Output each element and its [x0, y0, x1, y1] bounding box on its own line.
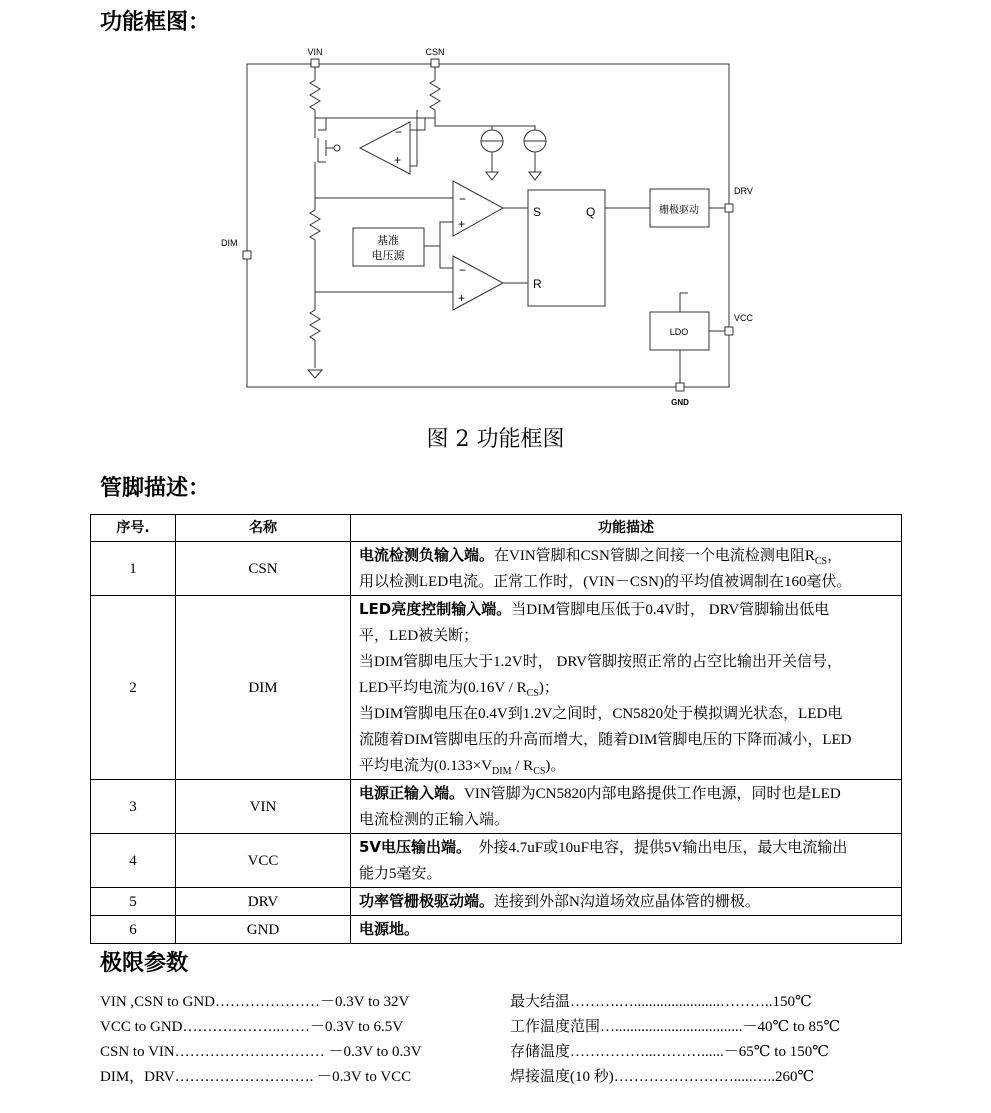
- pin-number: 2: [91, 596, 176, 780]
- pin-name: GND: [176, 916, 351, 944]
- pin-name: DRV: [176, 888, 351, 916]
- pin-table: [90, 514, 902, 944]
- pin-number: 5: [91, 888, 176, 916]
- column-header-function: 功能描述: [351, 515, 902, 542]
- comp2-plus-sign: +: [458, 291, 466, 305]
- pin-description: LED亮度控制输入端。当DIM管脚电压低于0.4V时， DRV管脚输出低电 平，LED被关断； 当DIM管脚电压大于1.2V时， DRV管脚按照正常的占空比输出开关信号， LED平均电流为$(0.16V / R_{CS})$； 当DIM管脚电压在0.4V到1.2V之间时，CN5820处于模拟调光状态，LED电 流随着DIM管脚电压的升高而增大，随着DIM管脚电压的下降而减小，LED 平均电流为$(0.133\times V_{DIM} / R_{CS})$。: [351, 596, 902, 780]
- pin-label-csn: CSN: [425, 48, 445, 57]
- latch-s-label: S: [533, 205, 542, 219]
- column-header-number: 序号.: [91, 515, 176, 542]
- gate-driver-label: 栅极驱动: [659, 205, 699, 216]
- latch-r-label: R: [533, 277, 542, 291]
- pin-name: CSN: [176, 542, 351, 596]
- pin-description: 电源正输入端。VIN管脚为CN5820内部电路提供工作电源，同时也是LED 电流检测的正输入端。: [351, 780, 902, 834]
- vcc-pin-pad: [725, 327, 733, 335]
- amp-minus-sign: −: [395, 125, 403, 139]
- pin-label-vcc: VCC: [734, 313, 754, 323]
- table-row: [91, 596, 902, 780]
- vin-resistor: [310, 67, 320, 118]
- divider-resistor-bottom: [310, 292, 320, 368]
- pin-label-drv: DRV: [734, 186, 753, 196]
- limit-item: VIN ,CSN to GND…………………－0.3V to 32V: [100, 994, 410, 1010]
- table-row: [91, 834, 902, 888]
- table-header-row: [91, 515, 902, 542]
- gnd-pin-pad: [676, 383, 684, 391]
- comp2-minus-sign: −: [459, 263, 467, 277]
- pin-description: 5V电压输出端。 外接4.7uF或10uF电容，提供5V输出电压，最大电流输出 能力5毫安。: [351, 834, 902, 888]
- dim-pin-pad: [243, 251, 251, 259]
- table-row: [91, 542, 902, 596]
- section-heading-limits: 极限参数: [100, 951, 189, 976]
- vin-pin-pad: [311, 59, 319, 67]
- latch-q-label: Q: [586, 205, 596, 219]
- pin-number: 4: [91, 834, 176, 888]
- amp-plus-sign: +: [394, 153, 402, 167]
- pin-number: 3: [91, 780, 176, 834]
- pin-name: VIN: [176, 780, 351, 834]
- limit-item: CSN to VIN………………………… －0.3V to 0.3V: [100, 1044, 422, 1060]
- table-row: [91, 780, 902, 834]
- limit-item: 最大结温……….….......................………..150℃: [510, 994, 812, 1010]
- section-heading-pins: 管脚描述：: [100, 476, 211, 501]
- csn-resistor: [430, 67, 440, 118]
- column-header-name: 名称: [176, 515, 351, 542]
- pin-number: 1: [91, 542, 176, 596]
- pass-transistor: [315, 130, 338, 200]
- csn-pin-pad: [431, 59, 439, 67]
- pin-label-gnd: GND: [671, 398, 689, 407]
- section-heading-block-diagram: 功能框图：: [100, 10, 211, 35]
- divider-resistor-top: [310, 200, 320, 292]
- pin-number: 6: [91, 916, 176, 944]
- comp1-plus-sign: +: [458, 217, 466, 231]
- limit-item: 工作温度范围…..................................－40℃ to 85℃: [510, 1019, 841, 1035]
- ldo-label: LDO: [669, 327, 689, 337]
- table-row: [91, 916, 902, 944]
- comp1-minus-sign: −: [459, 192, 467, 206]
- limit-item: VCC to GND………………..……－0.3V to 6.5V: [100, 1019, 404, 1035]
- limit-item: 存储温度……………...………......－65℃ to 150℃: [510, 1044, 829, 1060]
- pin-description: 电源地。: [351, 916, 902, 944]
- pin-label-vin: VIN: [307, 48, 323, 57]
- pin-description: 电流检测负输入端。在VIN管脚和CSN管脚之间接一个电流检测电阻$R_{CS}$， 用以检测LED电流。正常工作时，(VIN－CSN)的平均值被调制在160毫伏。: [351, 542, 902, 596]
- pin-name: VCC: [176, 834, 351, 888]
- reference-label-1: 基准: [377, 235, 399, 247]
- table-row: [91, 888, 902, 916]
- pin-label-dim: DIM: [221, 238, 238, 248]
- block-diagram: [212, 48, 768, 412]
- limit-item: 焊接温度(10 秒)…………………….....…..260℃: [510, 1069, 815, 1085]
- pin-description: 功率管栅极驱动端。连接到外部N沟道场效应晶体管的栅极。: [351, 888, 902, 916]
- figure-caption: 图 2 功能框图: [426, 427, 565, 452]
- error-amplifier: [360, 122, 410, 174]
- reference-label-2: 电压源: [371, 250, 405, 262]
- limit-item: DIM，DRV………………………. －0.3V to VCC: [100, 1069, 412, 1085]
- pin-name: DIM: [176, 596, 351, 780]
- drv-pin-pad: [725, 204, 733, 212]
